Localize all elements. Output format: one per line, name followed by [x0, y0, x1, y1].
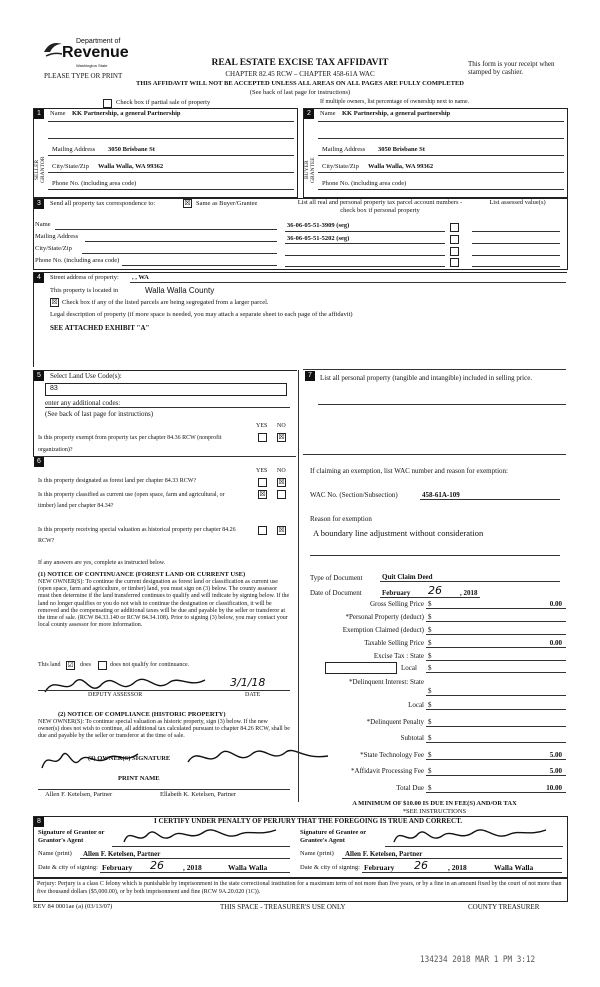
parcel-line-2 [285, 243, 445, 244]
grantor-date-line [100, 872, 290, 873]
fee-line-currency: $ [428, 652, 432, 660]
forest-question: Is this property designated as forest land per chapter 84.33 RCW? [38, 478, 197, 484]
parcel-line-3 [285, 255, 445, 256]
fee-line [303, 639, 566, 650]
fee-line [303, 626, 566, 637]
grantee-name-line [342, 858, 562, 859]
reason-line [310, 555, 560, 556]
seller-name-line2 [48, 138, 294, 139]
fee-line-rule [426, 792, 566, 793]
grantee-city: Walla Walla [494, 863, 534, 872]
fee-line-label: Subtotal [400, 734, 424, 742]
grantee-name: Allen F. Ketelsen, Partner [345, 850, 423, 858]
local-input-box[interactable] [325, 662, 397, 674]
reason-value: A boundary line adjustment without consideration [313, 528, 484, 538]
doc-date-day: 26 [428, 584, 442, 597]
partial-sale-checkbox[interactable] [103, 99, 112, 108]
assessed-line-2 [472, 243, 560, 244]
grantor-name-line [80, 858, 290, 859]
located-label: This property is located in [50, 287, 119, 294]
delinquent-interest-line [426, 695, 566, 696]
this-land-label: This land [38, 662, 61, 668]
assessor-date-label: DATE [245, 692, 261, 698]
deputy-assessor-label: DEPUTY ASSESSOR [88, 692, 143, 698]
section-5-number: 5 [34, 371, 44, 381]
fee-line-label: *Delinquent Penalty [366, 717, 424, 726]
receipt-note: This form is your receipt when stamped by cashier. [468, 60, 555, 76]
county-value: Walla Walla County [145, 286, 215, 295]
fee-line [303, 613, 566, 624]
grantee-name-label: Name (print) [300, 850, 334, 857]
fee-line-label: Exemption Claimed (deduct) [342, 626, 424, 634]
street-value: , , WA [132, 274, 149, 281]
doc-type-line [380, 581, 560, 582]
corr-mail-label: Mailing Address [35, 233, 79, 240]
fee-line-rule [426, 621, 566, 622]
same-as-buyer-label: Same as Buyer/Grantee [196, 200, 258, 207]
doc-type-label: Type of Document [310, 574, 363, 582]
notice1-title: (1) NOTICE OF CONTINUANCE (FOREST LAND OR CURRENT USE) [38, 571, 246, 578]
section-7-number: 7 [305, 371, 315, 381]
seller-city-label: City/State/Zip [52, 163, 89, 170]
owner2-name: Ellabeth K. Ketelsen, Partner [160, 791, 236, 798]
grantor-date-month: February [102, 863, 133, 872]
grantor-name: Allen F. Ketelsen, Partner [83, 850, 161, 858]
grantee-date-label: Date & city of signing: [300, 864, 360, 871]
notice1-text: NEW OWNER(S): To continue the current designation as forest land or classification as current use (open space, farm and agriculture, or timber) land, you must sign on (3) below. The county assessor must then determine if the land transferred continues to qualify and will indicate by signing below. If the land no longer qualifies or you do not wish to continue the designation or classification, it will be removed and the compensating or additional taxes will be due and payable by the seller or transferor at the time of sale. (RCW 84.33.140 or RCW 84.34.108). Prior to signing (3) below, you may contact your local county assessor for more information. [38, 579, 290, 629]
parcel-personal-checkbox-4[interactable] [450, 258, 459, 267]
assessed-line-1 [472, 231, 560, 232]
section-2-number: 2 [304, 109, 314, 119]
fee-line-rule [426, 759, 566, 760]
send-correspondence-label: Send all property tax correspondence to: [50, 200, 156, 207]
current-use-yes-checkbox[interactable]: ☒ [259, 490, 266, 498]
form-warning: THIS AFFIDAVIT WILL NOT BE ACCEPTED UNLESS ALL AREAS ON ALL PAGES ARE FULLY COMPLETED [136, 80, 464, 87]
forest-no-checkbox[interactable]: ☒ [278, 478, 285, 486]
fee-line-currency: $ [428, 767, 432, 775]
land-use-label: Select Land Use Code(s): [50, 372, 122, 380]
dept-top: Department of [76, 38, 121, 45]
grantee-date-line [362, 872, 562, 873]
fee-line-label: Local [408, 701, 424, 709]
seller-mail-line [48, 155, 294, 156]
corr-city-label: City/State/Zip [35, 245, 72, 252]
form-chapter: CHAPTER 82.45 RCW – CHAPTER 458-61A WAC [225, 70, 375, 78]
fee-line [303, 701, 566, 712]
wac-value: 458-61A-109 [422, 491, 460, 499]
seller-city: Walla Walla, WA 99362 [98, 163, 164, 170]
if-yes-note: If any answers are yes, complete as instructed below. [38, 560, 166, 566]
certify-text: I CERTIFY UNDER PENALTY OF PERJURY THAT THE FOREGOING IS TRUE AND CORRECT. [153, 817, 462, 825]
buyer-mail-label: Mailing Address [322, 146, 366, 153]
grantee-date-year: , 2018 [448, 863, 467, 872]
fee-line-currency: $ [428, 701, 432, 709]
doc-date-month: February [382, 589, 411, 597]
grantee-sig-label: Signature of Grantee or Grantee's Agent [300, 829, 367, 844]
perjury-text: Perjury: Perjury is a class C felony which is punishable by imprisonment in the state correctional institution for a maximum term of not more than five years, or by a fine in an amount fixed by the court of not more than five thousand dollars ($5,000.00), or by both imprisonment and fine (RCW 9A.20.020 (1C)). [37, 881, 562, 895]
owner1-name: Allen F. Ketelsen, Partner [45, 791, 113, 798]
seller-phone-line [48, 189, 294, 190]
parcel-line-1 [285, 231, 445, 232]
fee-line-label: *State Technology Fee [360, 750, 424, 759]
corr-city-line [82, 253, 277, 254]
legal-desc-label: Legal description of property (if more space is needed, you may attach a separate sheet to each page of the affidavit) [50, 311, 353, 318]
grantor-name-label: Name (print) [38, 850, 72, 857]
grantor-date-year: , 2018 [183, 863, 202, 872]
buyer-name: KK Partnership, a general partnership [342, 110, 451, 117]
street-label: Street address of property: [50, 274, 119, 281]
reason-label: Reason for exemption [310, 515, 372, 523]
fee-line [303, 751, 566, 762]
buyer-city-line [318, 172, 564, 173]
wac-line [420, 499, 560, 500]
grantor-city: Walla Walla [228, 863, 268, 872]
forest-yes-checkbox[interactable] [258, 478, 267, 487]
exempt-question: Is this property exempt from property tax per chapter 84.36 RCW (nonprofit organization)? [38, 435, 222, 453]
local-line-1 [426, 672, 566, 673]
section-6-top-line [33, 456, 296, 457]
does-label: does [80, 662, 91, 668]
s6-yes-label: YES [256, 468, 268, 474]
multiple-owners-note: If multiple owners, list percentage of ownership next to name. [320, 99, 470, 105]
buyer-name-line [318, 121, 564, 122]
buyer-side-label: BUYER GRANTEE [304, 157, 316, 183]
fee-line-label: Total Due [396, 783, 424, 792]
buyer-city-label: City/State/Zip [322, 163, 359, 170]
section-7-top-line [303, 369, 566, 370]
buyer-mail: 3050 Brisbane St [378, 146, 425, 153]
fee-line [303, 600, 566, 611]
land-use-see-back: (See back of last page for instructions) [45, 410, 154, 418]
additional-codes-line [45, 407, 290, 408]
delinquent-interest-label: *Delinquent Interest: State [348, 678, 424, 686]
parcel-header: List all real and personal property tax parcel account numbers - check box if personal property [297, 199, 463, 214]
doc-type-value: Quit Claim Deed [382, 573, 433, 581]
doc-date-label: Date of Document [310, 589, 362, 597]
fee-line-label: *Affidavit Processing Fee [351, 767, 424, 775]
form-title: REAL ESTATE EXCISE TAX AFFIDAVIT [211, 58, 389, 68]
fee-line-label: Excise Tax : State [373, 652, 424, 660]
dept-name: Revenue [62, 44, 129, 61]
does-not-label: does not qualify for continuance. [110, 662, 190, 668]
fee-line-currency: $ [428, 639, 432, 647]
section-4-number: 4 [34, 273, 44, 283]
column-divider [298, 370, 299, 802]
notice2-text: NEW OWNER(S): To continue special valuation as historic property, sign (3) below. If the new owner(s) does not wish to continue, all additional tax calculated pursuant to chapter 84.26 RCW, shall be due and payable by the seller or transferor at the time of sale. [38, 719, 290, 740]
treasurer-use: THIS SPACE - TREASURER'S USE ONLY [220, 903, 346, 911]
land-use-code: 83 [50, 385, 58, 392]
receipt-stamp: 134234 2018 MAR 1 PM 3:12 [420, 955, 536, 965]
does-checkbox[interactable]: ☑ [67, 661, 74, 669]
current-use-question: Is this property classified as current use (open space, farm and agricultural, or timber) land per chapter 84.34? [38, 492, 225, 509]
fee-line-value: 0.00 [549, 639, 562, 647]
fee-line-currency: $ [428, 613, 432, 621]
seller-name-label: Name [50, 110, 66, 117]
corr-phone-label: Phone No. (including area code) [35, 257, 120, 264]
land-use-input[interactable] [45, 383, 287, 396]
fee-line-value: 5.00 [549, 767, 562, 775]
segregated-label: Check box if any of the listed parcels are being segregated from a larger parcel. [62, 299, 269, 306]
grantee-sig-line [385, 846, 563, 847]
exemption-label: If claiming an exemption, list WAC number and reason for exemption: [310, 467, 508, 475]
parcel-2: 36-06-05-51-5202 (seg) [287, 235, 350, 242]
dept-sub: Washington State [76, 63, 108, 68]
exhibit-value: SEE ATTACHED EXHIBIT "A" [50, 324, 150, 332]
street-line [130, 282, 566, 283]
corr-name-label: Name [35, 221, 51, 228]
buyer-phone-label: Phone No. (including area code) [322, 180, 407, 187]
s5-yes-label: YES [256, 423, 268, 429]
grantee-signature [390, 822, 550, 848]
fee-line [303, 767, 566, 778]
personal-property-label: List all personal property (tangible and intangible) included in selling price. [320, 374, 533, 382]
please-type: PLEASE TYPE OR PRINT [44, 72, 123, 80]
fee-line-currency: $ [428, 626, 432, 634]
s5-no-label: NO [277, 423, 286, 429]
seller-mail-label: Mailing Address [52, 146, 96, 153]
fee-line [303, 734, 566, 745]
doc-date-year: , 2018 [460, 589, 478, 597]
section-6-number: 6 [34, 457, 44, 467]
parcel-personal-checkbox-3[interactable] [450, 247, 459, 256]
fee-line-value: 10.00 [546, 783, 562, 792]
section-1-number: 1 [34, 109, 44, 119]
buyer-city: Walla Walla, WA 99362 [368, 163, 434, 170]
owner-line [38, 789, 290, 790]
seller-name: KK Partnership, a general Partnership [72, 110, 181, 117]
fee-line [303, 718, 566, 729]
fee-line-rule [426, 709, 566, 710]
assessor-date: 3/1/18 [230, 676, 266, 689]
fee-line-value: 5.00 [549, 750, 562, 759]
print-name-label: PRINT NAME [118, 775, 160, 782]
fee-line-label: Taxable Selling Price [364, 639, 424, 647]
same-as-buyer-checkbox[interactable]: ☒ [184, 199, 191, 207]
department-logo [40, 36, 130, 70]
fee-line-rule [426, 726, 566, 727]
fee-line-rule [426, 647, 566, 648]
corr-phone-line [122, 265, 277, 266]
historic-yes-checkbox[interactable] [258, 526, 267, 535]
fee-line-currency: $ [428, 750, 432, 759]
fee-line-rule [426, 608, 566, 609]
owner-signatures [38, 740, 338, 776]
revenue-logo-icon [42, 38, 64, 60]
local-label-1: Local [401, 664, 417, 672]
fee-line-currency: $ [428, 600, 432, 608]
grantor-date-day: 26 [150, 859, 164, 872]
partial-sale-label: Check box if partial sale of property [116, 99, 211, 106]
local-cur-1: $ [428, 664, 432, 672]
parcel-1: 36-06-05-51-3909 (seg) [287, 222, 350, 229]
fee-line-rule [426, 634, 566, 635]
grantee-date-month: February [364, 863, 395, 872]
historic-no-checkbox[interactable]: ☒ [278, 526, 285, 534]
section-8-number: 8 [34, 817, 44, 827]
seller-city-line [48, 172, 294, 173]
fee-line-rule [426, 775, 566, 776]
wac-label: WAC No. (Section/Subsection) [310, 491, 398, 499]
buyer-name-line2 [318, 138, 564, 139]
section-3-number: 3 [34, 199, 44, 209]
fee-line-currency: $ [428, 734, 432, 742]
does-not-checkbox[interactable] [98, 661, 107, 670]
minimum-note: A MINIMUM OF $10.00 IS DUE IN FEE(S) AND/OR TAX [352, 800, 517, 807]
grantor-sig-line [112, 846, 290, 847]
segregated-checkbox[interactable]: ☒ [51, 298, 58, 306]
parcel-personal-checkbox-2[interactable] [450, 235, 459, 244]
seller-mail: 3050 Brisbane St [108, 146, 155, 153]
seller-side-label: SELLER GRANTOR [34, 156, 46, 184]
exempt-yes-checkbox[interactable] [258, 433, 267, 442]
corr-name-line [55, 229, 277, 230]
see-instructions-note: *SEE INSTRUCTIONS [402, 808, 467, 815]
s6-no-label: NO [277, 468, 286, 474]
personal-property-line2 [303, 454, 566, 455]
delinquent-interest-cur: $ [428, 687, 432, 695]
grantee-date-day: 26 [414, 859, 428, 872]
fee-line-label: Gross Selling Price [369, 600, 424, 608]
exempt-no-checkbox[interactable]: ☒ [278, 433, 285, 441]
owner-signature-label: (3) OWNER(S) SIGNATURE [88, 755, 171, 762]
fee-line-currency: $ [428, 717, 432, 726]
notice2-title: (2) NOTICE OF COMPLIANCE (HISTORIC PROPERTY) [58, 711, 226, 718]
historic-question: Is this property receiving special valuation as historical property per chapter 84.26 RCW? [38, 527, 236, 544]
grantor-signature [120, 822, 280, 848]
county-treasurer: COUNTY TREASURER [468, 903, 540, 911]
buyer-phone-line [318, 189, 564, 190]
seller-phone-label: Phone No. (including area code) [52, 180, 137, 187]
see-back-instructions: (See back of last page for instructions) [249, 89, 351, 96]
seller-name-line [48, 121, 294, 122]
doc-date-line [380, 597, 480, 598]
current-use-no-checkbox[interactable] [277, 490, 286, 499]
additional-codes-label: enter any additional codes: [45, 399, 121, 407]
personal-property-line [318, 404, 566, 405]
buyer-name-label: Name [320, 110, 336, 117]
fee-line-currency: $ [428, 783, 432, 792]
fee-line-label: *Personal Property (deduct) [345, 613, 424, 621]
assessed-header: List assessed value(s) [489, 199, 546, 206]
parcel-line-4 [285, 266, 445, 267]
fee-line [303, 784, 566, 795]
corr-mail-line [85, 241, 277, 242]
fee-line-rule [426, 742, 566, 743]
grantor-sig-label: Signature of Grantor or Grantor's Agent [38, 829, 105, 844]
assessed-line-3 [472, 255, 560, 256]
grantor-date-label: Date & city of signing: [38, 864, 98, 871]
fee-line-value: 0.00 [549, 600, 562, 608]
rev-number: REV 84 0001ae (a) (03/13/07) [33, 903, 113, 910]
buyer-mail-line [318, 155, 564, 156]
parcel-personal-checkbox-1[interactable] [450, 223, 459, 232]
assessor-line [38, 690, 290, 691]
assessed-line-4 [472, 266, 560, 267]
fee-line-rule [426, 660, 566, 661]
